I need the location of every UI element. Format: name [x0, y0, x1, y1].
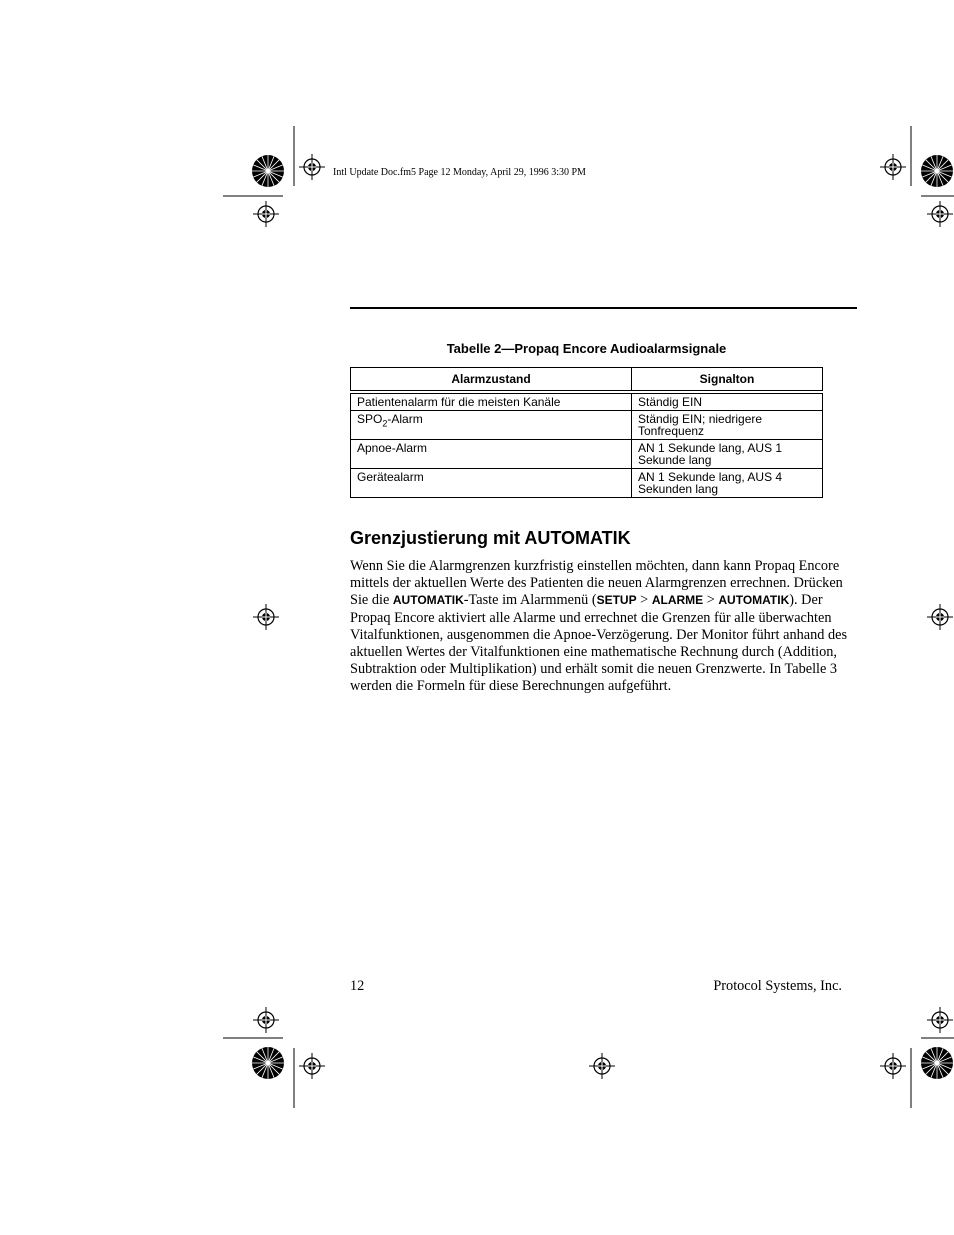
- key-automatik: AUTOMATIK: [718, 593, 790, 608]
- registration-mark: [927, 201, 953, 227]
- table-caption: Tabelle 2—Propaq Encore Audioalarmsignale: [446, 341, 727, 356]
- registration-mark: [253, 1007, 279, 1033]
- cell-signal: AN 1 Sekunde lang, AUS 4 Sekunden lang: [632, 469, 823, 498]
- cell-signal: Ständig EIN; niedrigere Tonfrequenz: [632, 411, 823, 440]
- registration-mark: [299, 154, 325, 180]
- cell-condition: Apnoe-Alarm: [351, 440, 632, 469]
- header-rule: [350, 307, 857, 309]
- registration-mark: [880, 154, 906, 180]
- registration-mark: [253, 604, 279, 630]
- key-alarme: ALARME: [651, 593, 704, 608]
- column-header-condition: Alarmzustand: [351, 368, 632, 393]
- cell-condition-tail: -Alarm: [387, 412, 423, 426]
- cell-condition: Gerätealarm: [351, 469, 632, 498]
- star-target-mark: [921, 1047, 953, 1079]
- cell-condition-subscript: 2: [382, 418, 388, 429]
- table-row: [351, 392, 823, 411]
- table-header-row: [351, 368, 823, 393]
- section-heading: Grenzjustierung mit AUTOMATIK: [350, 528, 631, 548]
- alarm-table: [350, 367, 823, 498]
- registration-mark: [927, 1007, 953, 1033]
- registration-mark: [299, 1053, 325, 1079]
- key-automatik: AUTOMATIK: [392, 593, 464, 608]
- key-setup: SETUP: [596, 593, 637, 608]
- registration-mark: [927, 604, 953, 630]
- star-target-mark: [921, 155, 953, 187]
- menu-separator: >: [703, 592, 719, 609]
- cell-condition-main: SPO: [357, 412, 383, 426]
- star-target-mark: [252, 1047, 284, 1079]
- menu-separator: >: [636, 592, 652, 609]
- file-slug: Intl Update Doc.fm5 Page 12 Monday, April 29, 1996 3:30 PM: [333, 167, 586, 178]
- registration-mark: [253, 201, 279, 227]
- cell-condition: [351, 411, 632, 440]
- table-row: [351, 469, 823, 498]
- table-row: [351, 440, 823, 469]
- star-target-mark: [252, 155, 284, 187]
- body-text-3: ). Der Propaq Encore aktiviert alle Alarme und errechnet die Grenzen für alle überwachten Vitalfunktionen, ausgenommen die Apnoe-Verzögerung. Der Monitor führt anhand des aktuellen Wertes der Vitalfunktionen eine mathematische Rechnung durch (Addition, Subtraktion oder Multiplikation) und erhält somit die neuen Grenzwerte. In Tabelle 3 werden die Formeln für diese Berechnungen aufgeführt.: [350, 592, 848, 695]
- registration-mark: [880, 1053, 906, 1079]
- body-text-2: -Taste im Alarmmenü (: [463, 592, 597, 609]
- page-number: 12: [350, 978, 365, 994]
- cell-signal: AN 1 Sekunde lang, AUS 1 Sekunde lang: [632, 440, 823, 469]
- table-row: [351, 411, 823, 440]
- column-header-signal: Signalton: [632, 368, 823, 393]
- footer-company: Protocol Systems, Inc.: [713, 978, 842, 994]
- body-paragraph: [350, 558, 860, 696]
- cell-signal: Ständig EIN: [632, 392, 823, 411]
- cell-condition: Patientenalarm für die meisten Kanäle: [351, 392, 632, 411]
- registration-mark: [589, 1053, 615, 1079]
- body-text-1: Wenn Sie die Alarmgrenzen kurzfristig einstellen möchten, dann kann Propaq Encore mittels der aktuellen Werte des Patienten die neuen Alarmgrenzen errechnen. Drücken Sie die: [350, 558, 843, 609]
